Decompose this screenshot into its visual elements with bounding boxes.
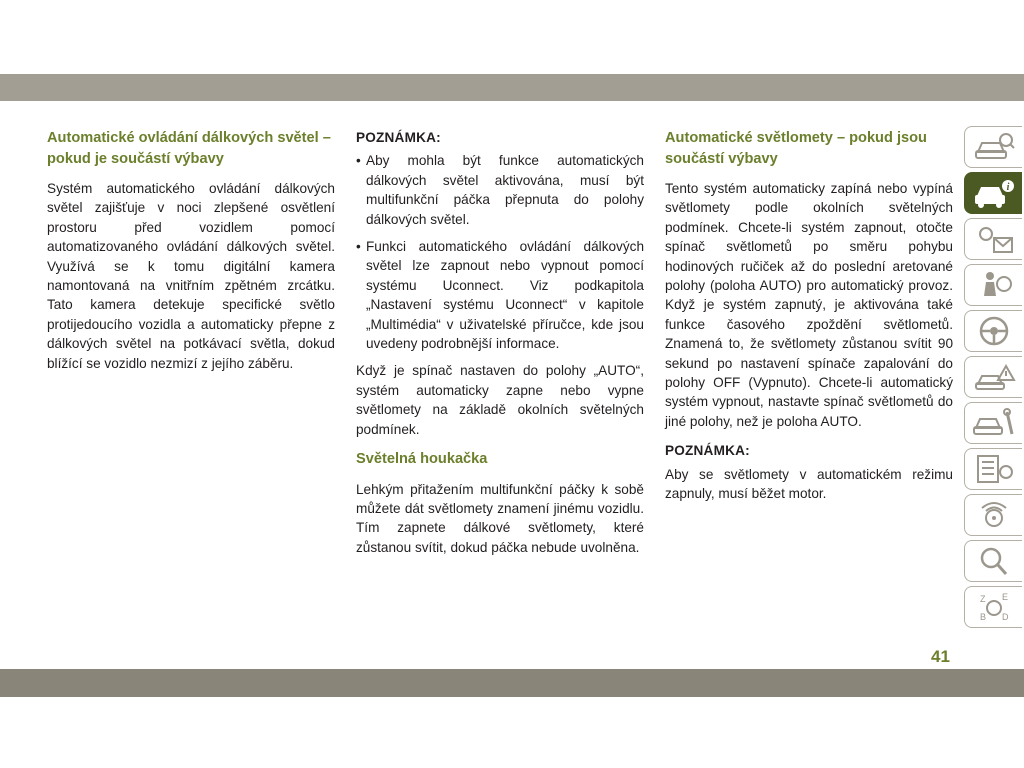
specifications-icon: [972, 452, 1016, 486]
road-warning-icon: [972, 360, 1016, 394]
section-heading-auto-high-beam: Automatické ovládání dálkových světel – pokud je součástí výbavy: [47, 130, 331, 167]
column-left: [47, 128, 335, 383]
tab-warning-lights[interactable]: [964, 218, 1022, 260]
multimedia-icon: [972, 498, 1016, 532]
tab-multimedia[interactable]: [964, 494, 1022, 536]
svg-text:i: i: [1006, 182, 1009, 193]
svg-text:D: D: [1001, 612, 1008, 622]
section-heading-flash-to-pass: Světelná houkačka: [356, 451, 488, 468]
tab-steering-wheel[interactable]: [964, 310, 1022, 352]
paragraph-auto-headlights: Tento systém automaticky zapíná nebo vypíná světlomety podle okolních světelných podmínek. Chcete-li systém zapnout, otočte spínač světlometů po směru pohybu hodinových ručiček až do poslední aretované polohy (poloha AUTO) pro automatický provoz. Když je systém zapnutý, je aktivována také funkce časového zpoždění světlometů. Znamená to, že světlomety zůstanou svítit 90 sekund po nastavení spínače zapalování do polohy OFF (Vypnuto). Chcete-li automatický systém vypnout, nastavte spínač světlometů do jiné polohy, než je poloha AUTO.: [665, 181, 953, 429]
tab-car-magnifier[interactable]: [964, 126, 1022, 168]
airbag-icon: [972, 268, 1016, 302]
svg-text:Z: Z: [979, 594, 985, 604]
note-heading: POZNÁMKA:: [665, 443, 750, 459]
section-heading-auto-headlights: Automatické světlomety – pokud jsou součástí výbavy: [665, 130, 927, 167]
note-bullet-item: • Funkci automatického ovládání dálkových světel lze zapnout nebo vypnout pomocí systému Uconnect. Viz podkapitola „Nastavení systému Uconnect“ v kapitole „Multimédia“ v uživatelské příručce, kde jsou uvedeny podrobnější informace.: [356, 237, 644, 353]
note-heading: POZNÁMKA:: [356, 130, 441, 145]
page-number: 41: [931, 647, 950, 666]
note-bullet-item: • Aby mohla být funkce automatických dálkových světel aktivována, musí být multifunkční páčka přepnuta do polohy dálkových světel.: [356, 151, 644, 229]
chapter-tabs: [964, 126, 1024, 632]
paragraph-engine-note: Aby se světlomety v automatickém režimu zapnuly, musí běžet motor.: [665, 466, 953, 502]
paragraph-auto-switch: Když je spínač nastaven do polohy „AUTO“, systém automaticky zapne nebo vypne světlomety na základě okolních světelných podmínek.: [356, 363, 644, 437]
car-wrench-icon: [972, 406, 1016, 440]
svg-text:E: E: [1001, 592, 1008, 602]
tab-car-info[interactable]: [964, 172, 1022, 214]
steering-wheel-icon: [972, 314, 1016, 348]
index-icon: [972, 590, 1016, 624]
tab-specifications[interactable]: [964, 448, 1022, 490]
column-right: [665, 128, 953, 514]
search-icon: [972, 544, 1016, 578]
car-info-icon: [972, 176, 1016, 210]
car-magnifier-icon: [972, 130, 1016, 164]
svg-text:B: B: [979, 612, 986, 622]
paragraph-auto-high-beam: Systém automatického ovládání dálkových světel zajišťuje v noci zlepšené osvětlení prostoru před vozidlem pomocí automatizovaného ovládání dálkových světel. Využívá se k tomu digitální kamera namontovaná na vnitřním zpětném zrcátku. Tato kamera detekuje specifické světlo protijedoucího vozidla a automaticky přepne z dálkových světel na potkávací světla, dokud blížící se vozidlo nezmizí z jejího záběru.: [47, 181, 335, 371]
warning-lights-icon: [972, 222, 1016, 256]
paragraph-flash-to-pass: Lehkým přitažením multifunkční páčky k sobě můžete dát světlomety znamení jinému vozidlu. Tím zapnete dálkové světlomety, které zůstanou svítit, dokud páčka nebude uvolněna.: [356, 481, 644, 555]
column-middle: [356, 128, 644, 567]
tab-car-wrench[interactable]: [964, 402, 1022, 444]
note-bullet-list: [356, 151, 644, 353]
tab-search[interactable]: [964, 540, 1022, 582]
tab-index[interactable]: [964, 586, 1022, 628]
bottom-band: [0, 669, 1024, 697]
top-band: [0, 74, 1024, 101]
tab-airbag[interactable]: [964, 264, 1022, 306]
tab-road-warning[interactable]: [964, 356, 1022, 398]
